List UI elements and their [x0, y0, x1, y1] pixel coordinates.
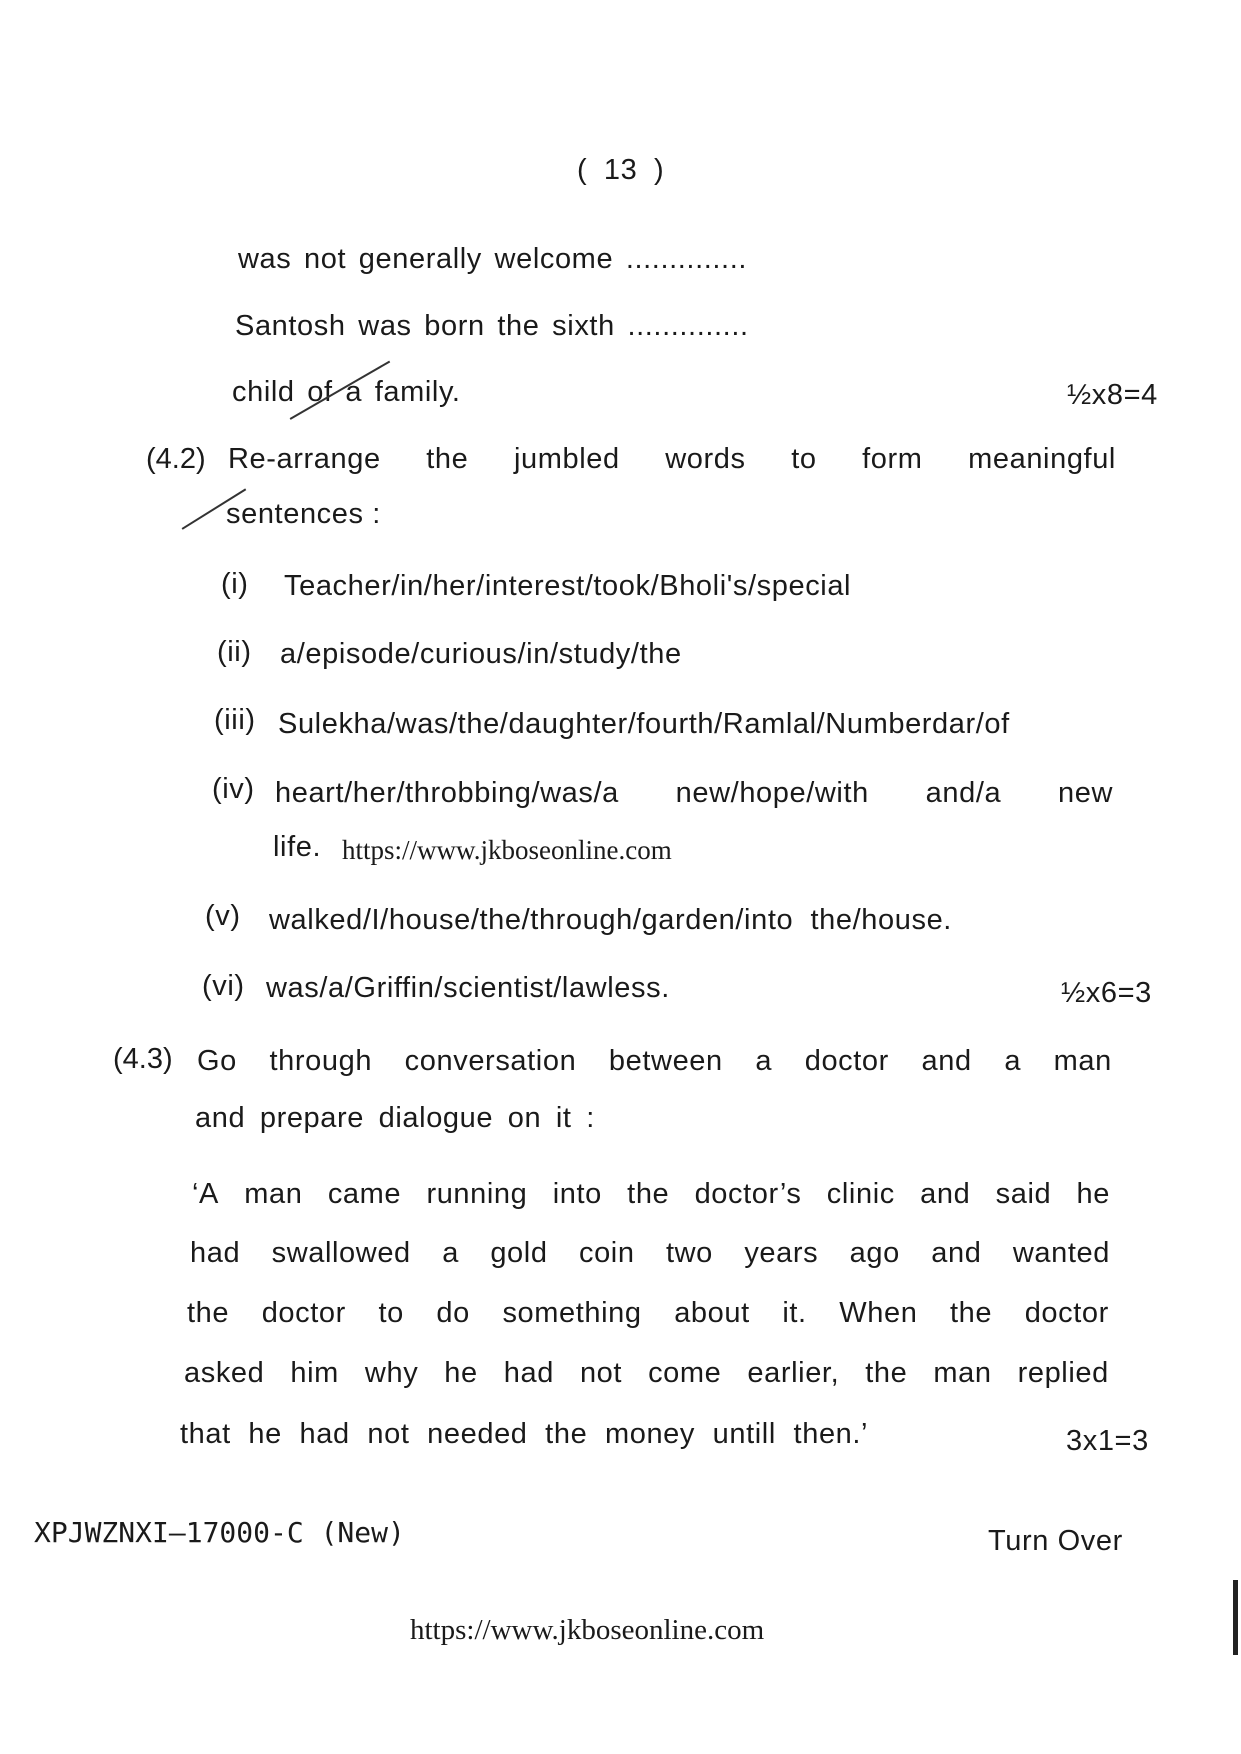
word: ago — [849, 1237, 900, 1269]
item-text-v: walked/I/house/the/through/garden/into the/house. — [269, 904, 952, 936]
word: When — [839, 1297, 918, 1329]
word: conversation — [404, 1045, 577, 1077]
item-label-i: (i) — [221, 568, 249, 600]
item-text-vi: was/a/Griffin/scientist/lawless. — [266, 972, 670, 1004]
word: words — [665, 443, 746, 475]
passage-line-2 — [190, 1237, 1110, 1270]
item-label-v: (v) — [205, 900, 241, 932]
q43-instruction-line2: and prepare dialogue on it : — [195, 1102, 595, 1134]
word: ‘A — [192, 1178, 219, 1210]
bottom-watermark-url: https://www.jkboseonline.com — [410, 1614, 765, 1646]
item-text-iii: Sulekha/was/the/daughter/fourth/Ramlal/Numberdar/of — [278, 708, 1010, 740]
word: years — [744, 1237, 819, 1269]
q42-instruction-line2: sentences : — [226, 498, 381, 530]
word: come — [648, 1357, 722, 1389]
word: the — [950, 1297, 993, 1329]
word: new — [1058, 777, 1113, 809]
word: Go — [197, 1045, 237, 1077]
item-text-ii: a/episode/curious/in/study/the — [280, 638, 682, 670]
word: the — [187, 1297, 230, 1329]
word: a — [755, 1045, 773, 1077]
word: clinic — [826, 1178, 895, 1210]
marks-4-2: ½x6=3 — [1061, 977, 1152, 1009]
word: man — [244, 1178, 303, 1210]
word: man — [1053, 1045, 1112, 1077]
word: replied — [1017, 1357, 1109, 1389]
word: coin — [578, 1237, 635, 1269]
passage-line-5: that he had not needed the money untill then.’ — [180, 1418, 869, 1450]
word: he — [1076, 1178, 1110, 1210]
item-text-iv-line1 — [275, 777, 1113, 810]
word: man — [933, 1357, 992, 1389]
paper-code: XPJWZNXI–17000-C (New) — [34, 1516, 405, 1549]
item-text-i: Teacher/in/her/interest/took/Bholi's/special — [284, 570, 852, 602]
word: to — [378, 1297, 404, 1329]
word: do — [436, 1297, 470, 1329]
turn-over-label: Turn Over — [988, 1525, 1123, 1557]
word: came — [327, 1178, 402, 1210]
word: had — [503, 1357, 554, 1389]
question-number-4-2: (4.2) — [146, 443, 206, 475]
fill-line-3: child of a family. — [232, 376, 461, 408]
item-label-iii: (iii) — [214, 704, 256, 736]
word: running — [426, 1178, 528, 1210]
word: it. — [782, 1297, 807, 1329]
item-label-vi: (vi) — [202, 970, 245, 1002]
passage-line-1 — [192, 1178, 1110, 1211]
item-label-iv: (iv) — [212, 773, 255, 805]
word: form — [862, 443, 923, 475]
word: the — [627, 1178, 670, 1210]
word: the — [865, 1357, 908, 1389]
word: a — [442, 1237, 459, 1269]
word: through — [269, 1045, 373, 1077]
word: doctor’s — [694, 1178, 802, 1210]
word: he — [444, 1357, 478, 1389]
inline-watermark-url: https://www.jkboseonline.com — [342, 835, 672, 865]
word: not — [579, 1357, 623, 1389]
word: into — [552, 1178, 602, 1210]
fill-line-2: Santosh was born the sixth .............. — [235, 310, 749, 342]
word: the — [426, 443, 469, 475]
word: said — [995, 1178, 1052, 1210]
scan-edge-mark — [1233, 1580, 1238, 1655]
word: asked — [184, 1357, 265, 1389]
word: doctor — [804, 1045, 889, 1077]
word: and/a — [925, 777, 1002, 809]
word: heart/her/throbbing/was/a — [275, 777, 619, 809]
word: something — [502, 1297, 642, 1329]
q42-instruction-line1 — [228, 443, 1116, 476]
marks-4-3: 3x1=3 — [1066, 1425, 1149, 1457]
marks-4-1: ½x8=4 — [1067, 379, 1158, 411]
item-label-ii: (ii) — [217, 636, 252, 668]
fill-line-1: was not generally welcome .............. — [238, 243, 748, 275]
word: doctor — [1024, 1297, 1109, 1329]
word: new/hope/with — [675, 777, 869, 809]
word: gold — [490, 1237, 548, 1269]
word: meaningful — [968, 443, 1116, 475]
word: doctor — [261, 1297, 346, 1329]
item-text-iv-line2: life. — [273, 831, 322, 863]
passage-line-3 — [187, 1297, 1109, 1330]
passage-line-4 — [184, 1357, 1109, 1390]
word: and — [921, 1045, 972, 1077]
word: to — [791, 443, 817, 475]
word: earlier, — [747, 1357, 840, 1389]
question-number-4-3: (4.3) — [113, 1043, 173, 1075]
word: and — [920, 1178, 971, 1210]
word: wanted — [1012, 1237, 1110, 1269]
word: him — [290, 1357, 339, 1389]
word: Re-arrange — [228, 443, 381, 475]
word: and — [931, 1237, 982, 1269]
word: why — [364, 1357, 419, 1389]
word: had — [190, 1237, 241, 1269]
page-number: ( 13 ) — [577, 154, 665, 186]
word: about — [674, 1297, 750, 1329]
word: two — [665, 1237, 713, 1269]
word: a — [1004, 1045, 1022, 1077]
word: swallowed — [271, 1237, 411, 1269]
q43-instruction-line1 — [197, 1045, 1112, 1078]
word: between — [608, 1045, 723, 1077]
word: jumbled — [513, 443, 620, 475]
